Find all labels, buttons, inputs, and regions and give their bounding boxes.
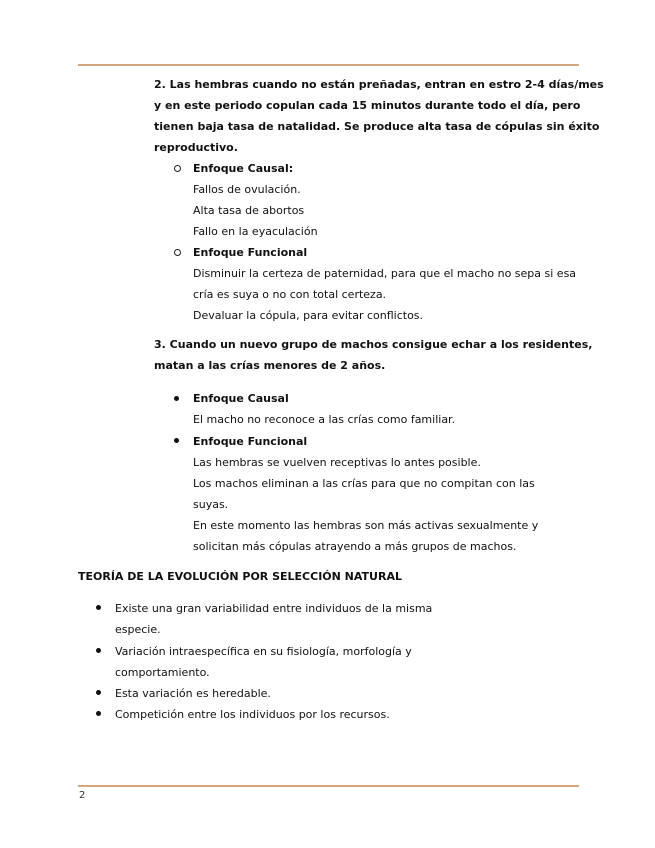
text-line: comportamiento. xyxy=(115,666,210,679)
list-item-title: Enfoque Causal xyxy=(193,392,289,405)
theory-item xyxy=(115,704,390,725)
theory-item xyxy=(115,683,271,704)
section-3-funcional xyxy=(193,431,538,557)
section-2-funcional xyxy=(193,242,576,326)
text-line: Fallos de ovulación. xyxy=(193,183,301,196)
text-line: Alta tasa de abortos xyxy=(193,204,305,217)
text-line: Competición entre los individuos por los recursos. xyxy=(115,708,390,721)
footer-rule xyxy=(78,785,579,787)
list-item-title: Enfoque Funcional xyxy=(193,246,308,259)
text-line: En este momento las hembras son más activas sexualmente y xyxy=(193,519,539,532)
text-line: cría es suya o no con total certeza. xyxy=(193,288,387,301)
bullet-icon xyxy=(174,396,179,401)
text-line: Los machos eliminan a las crías para que no compitan con las xyxy=(193,477,535,490)
text-line: reproductivo. xyxy=(154,141,238,154)
section-3-paragraph xyxy=(154,334,592,376)
text-line: tienen baja tasa de natalidad. Se produce alta tasa de cópulas sin éxito xyxy=(154,120,600,133)
text-line: matan a las crías menores de 2 años. xyxy=(154,359,386,372)
text-line: y en este periodo copulan cada 15 minutos durante todo el día, pero xyxy=(154,99,581,112)
hollow-bullet-icon xyxy=(174,249,181,256)
text-line: Esta variación es heredable. xyxy=(115,687,271,700)
section-2-causal xyxy=(193,158,318,242)
theory-item xyxy=(115,598,432,640)
text-line: Variación intraespecífica en su fisiología, morfología y xyxy=(115,645,412,658)
text-line: solicitan más cópulas atrayendo a más grupos de machos. xyxy=(193,540,517,553)
section-2-paragraph xyxy=(154,74,604,158)
theory-item xyxy=(115,641,412,683)
bullet-icon xyxy=(96,648,101,653)
text-line: Devaluar la cópula, para evitar conflictos. xyxy=(193,309,424,322)
hollow-bullet-icon xyxy=(174,165,181,172)
text-line: suyas. xyxy=(193,498,229,511)
text-line: Existe una gran variabilidad entre individuos de la misma xyxy=(115,602,433,615)
header-rule xyxy=(78,64,579,66)
text-line: El macho no reconoce a las crías como familiar. xyxy=(193,413,456,426)
text-line: Las hembras se vuelven receptivas lo antes posible. xyxy=(193,456,481,469)
text-line: especie. xyxy=(115,623,161,636)
bullet-icon xyxy=(96,711,101,716)
section-3-causal xyxy=(193,388,455,430)
text-line: Disminuir la certeza de paternidad, para que el macho no sepa si esa xyxy=(193,267,577,280)
bullet-icon xyxy=(96,605,101,610)
text-line: 2. Las hembras cuando no están preñadas, entran en estro 2-4 días/mes xyxy=(154,78,604,91)
bullet-icon xyxy=(174,438,179,443)
page-number: 2 xyxy=(79,790,86,801)
section-heading: TEORÍA DE LA EVOLUCIÓN POR SELECCIÓN NATURAL xyxy=(78,570,402,583)
bullet-icon xyxy=(96,690,101,695)
list-item-title: Enfoque Causal: xyxy=(193,162,294,175)
text-line: 3. Cuando un nuevo grupo de machos consigue echar a los residentes, xyxy=(154,338,593,351)
list-item-title: Enfoque Funcional xyxy=(193,435,308,448)
text-line: Fallo en la eyaculación xyxy=(193,225,318,238)
